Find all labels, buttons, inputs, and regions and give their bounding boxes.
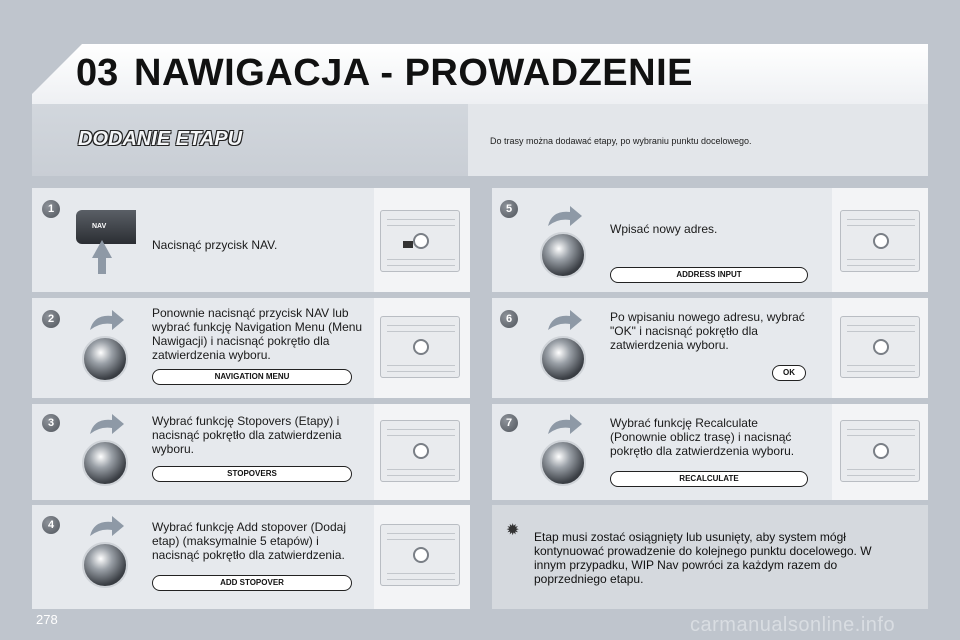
- navigation-menu-button[interactable]: NAVIGATION MENU: [152, 369, 352, 385]
- section-description-box: [468, 104, 928, 176]
- stopovers-button[interactable]: STOPOVERS: [152, 466, 352, 482]
- page-number: 278: [36, 612, 58, 627]
- rotate-arrow-icon: [86, 308, 126, 334]
- step-text-7: Wybrać funkcję Recalculate (Ponownie oblicz trasę) i nacisnąć pokrętło dla zatwierdzenia wyboru.: [610, 416, 795, 458]
- step-number-5: 5: [500, 200, 518, 218]
- nav-key-illustration: [76, 210, 136, 244]
- tip-text: Etap musi zostać osiągnięty lub usunięty, aby system mógł kontynuować prowadzenie do kolejnego punktu docelowego. W innym przypadku, WIP Nav powróci za każdym razem do poprzedniego etapu.: [534, 530, 872, 586]
- rotate-arrow-icon: [544, 308, 584, 334]
- step-number-6: 6: [500, 310, 518, 328]
- step-number-4: 4: [42, 516, 60, 534]
- page-title: NAWIGACJA - PROWADZENIE: [134, 52, 693, 94]
- step-text-2: Ponownie nacisnąć przycisk NAV lub wybrać funkcję Navigation Menu (Menu Nawigacji) i nacisnąć pokrętło dla zatwierdzenia wyboru.: [152, 306, 363, 362]
- step-text-3: Wybrać funkcję Stopovers (Etapy) i nacisnąć pokrętło dla zatwierdzenia wyboru.: [152, 414, 342, 456]
- add-stopover-button[interactable]: ADD STOPOVER: [152, 575, 352, 591]
- step-text-1: Nacisnąć przycisk NAV.: [152, 238, 278, 252]
- nav-key-label: NAV: [92, 223, 107, 230]
- chapter-number: 03: [76, 52, 119, 94]
- step-number-3: 3: [42, 414, 60, 432]
- dial-knob-icon: [82, 542, 128, 588]
- rotate-arrow-icon: [86, 514, 126, 540]
- step-text-5: Wpisać nowy adres.: [610, 222, 718, 236]
- radio-unit-illustration: [840, 210, 920, 272]
- section-description: Do trasy można dodawać etapy, po wybraniu punktu docelowego.: [490, 136, 752, 146]
- rotate-arrow-icon: [544, 204, 584, 230]
- recalculate-button[interactable]: RECALCULATE: [610, 471, 808, 487]
- rotate-arrow-icon: [86, 412, 126, 438]
- step-number-2: 2: [42, 310, 60, 328]
- rotate-arrow-icon: [544, 412, 584, 438]
- watermark: carmanualsonline.info: [690, 614, 896, 636]
- dial-knob-icon: [82, 440, 128, 486]
- radio-unit-illustration: [380, 316, 460, 378]
- step-number-1: 1: [42, 200, 60, 218]
- dial-knob-icon: [540, 232, 586, 278]
- dial-knob-icon: [82, 336, 128, 382]
- dial-knob-icon: [540, 336, 586, 382]
- press-arrow-stem: [98, 256, 106, 274]
- lightbulb-icon: ✹: [506, 522, 520, 539]
- radio-unit-illustration: [840, 316, 920, 378]
- header-corner: [32, 44, 82, 94]
- radio-unit-illustration: [840, 420, 920, 482]
- dial-knob-icon: [540, 440, 586, 486]
- ok-button[interactable]: OK: [772, 365, 806, 381]
- section-title: DODANIE ETAPU: [78, 128, 243, 150]
- step-text-6: Po wpisaniu nowego adresu, wybrać "OK" i nacisnąć pokrętło dla zatwierdzenia wyboru.: [610, 310, 805, 352]
- radio-unit-illustration: [380, 210, 460, 272]
- step-text-4: Wybrać funkcję Add stopover (Dodaj etap) (maksymalnie 5 etapów) i nacisnąć pokrętło dla zatwierdzenia.: [152, 520, 346, 562]
- step-number-7: 7: [500, 414, 518, 432]
- radio-unit-illustration: [380, 420, 460, 482]
- address-input-button[interactable]: ADDRESS INPUT: [610, 267, 808, 283]
- radio-unit-illustration: [380, 524, 460, 586]
